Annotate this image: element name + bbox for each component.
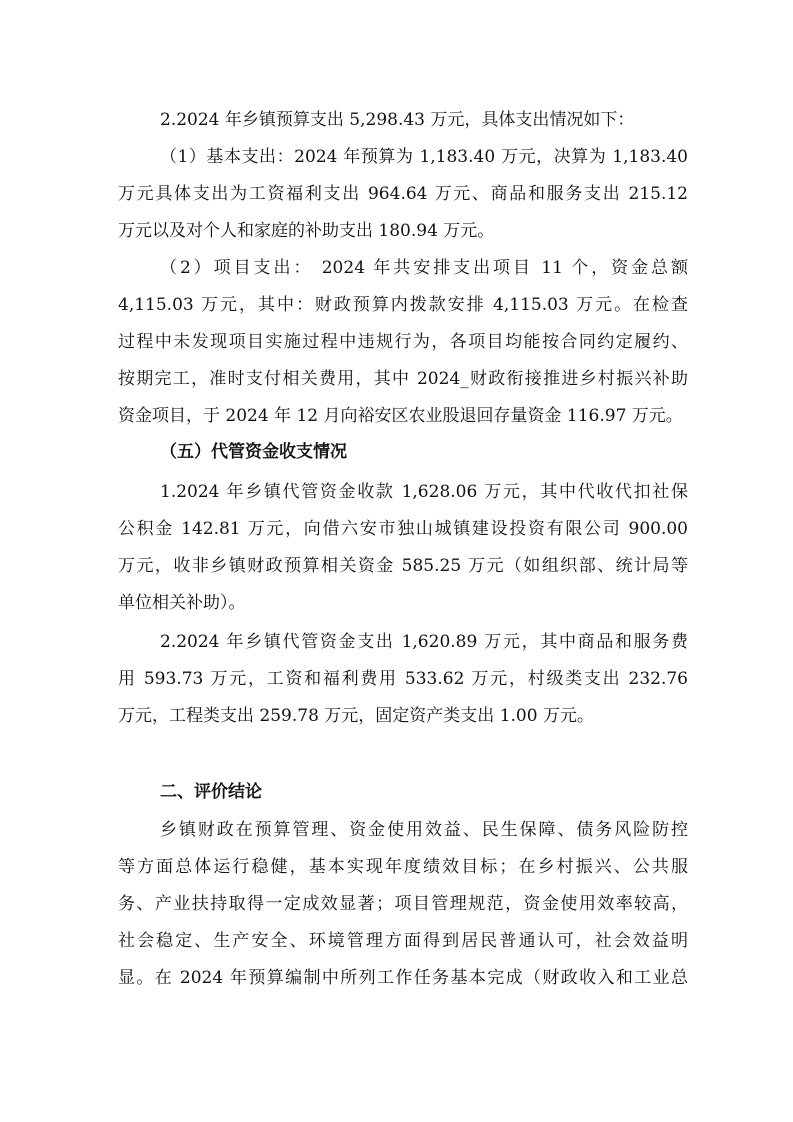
section-heading-evaluation-conclusion: 二、评价结论 xyxy=(160,782,262,802)
text-line: 资金项目，于 2024 年 12 月向裕安区农业股退回存量资金 116.97 万元。 xyxy=(118,406,683,426)
paragraph-basic-expenditure xyxy=(118,139,688,250)
text-line: 用 593.73 万元，工资和福利费用 533.62 万元，村级类支出 232.76 xyxy=(118,669,688,689)
text-line: 过程中未发现项目实施过程中违规行为，各项目均能按合同约定履约、 xyxy=(118,332,688,352)
text-line: 显。在 2024 年预算编制中所列工作任务基本完成（财政收入和工业总 xyxy=(118,968,688,988)
text-line: （2）项目支出： 2024 年共安排支出项目 11 个，资金总额 xyxy=(160,258,688,278)
paragraph-project-expenditure xyxy=(118,250,688,435)
text-line: 公积金 142.81 万元，向借六安市独山城镇建设投资有限公司 900.00 xyxy=(118,519,688,539)
text-line: 等方面总体运行稳健，基本实现年度绩效目标；在乡村振兴、公共服 xyxy=(118,857,688,877)
paragraph-managed-receipts xyxy=(118,474,688,622)
text-line: 务、产业扶持取得一定成效显著；项目管理规范，资金使用效率较高， xyxy=(118,894,688,914)
text-line: （1）基本支出：2024 年预算为 1,183.40 万元，决算为 1,183.40 xyxy=(160,147,688,167)
text-line: 1.2024 年乡镇代管资金收款 1,628.06 万元，其中代收代扣社保 xyxy=(160,482,688,502)
text-line: 2.2024 年乡镇预算支出 5,298.43 万元，具体支出情况如下： xyxy=(160,110,635,130)
text-line: 万元，工程类支出 259.78 万元，固定资产类支出 1.00 万元。 xyxy=(118,706,594,726)
text-line: 4,115.03 万元，其中：财政预算内拨款安排 4,115.03 万元。在检查 xyxy=(118,295,688,315)
paragraph-evaluation xyxy=(118,812,688,997)
text-line: 按期完工，准时支付相关费用，其中 2024_财政衔接推进乡村振兴补助 xyxy=(118,369,688,389)
text-line: 单位相关补助）。 xyxy=(118,593,246,613)
text-line: 万元，收非乡镇财政预算相关资金 585.25 万元（如组织部、统计局等 xyxy=(118,556,688,576)
text-line: 万元具体支出为工资福利支出 964.64 万元、商品和服务支出 215.12 xyxy=(118,184,688,204)
text-line: 乡镇财政在预算管理、资金使用效益、民生保障、债务风险防控 xyxy=(160,820,688,840)
paragraph-managed-expenditure xyxy=(118,624,688,735)
paragraph-budget-expenditure xyxy=(160,102,688,139)
text-line: 万元以及对个人和家庭的补助支出 180.94 万元。 xyxy=(118,221,495,241)
text-line: 社会稳定、生产安全、环境管理方面得到居民普通认可，社会效益明 xyxy=(118,931,688,951)
text-line: 2.2024 年乡镇代管资金支出 1,620.89 万元，其中商品和服务费 xyxy=(160,632,688,652)
section-heading-managed-funds: （五）代管资金收支情况 xyxy=(160,442,347,462)
